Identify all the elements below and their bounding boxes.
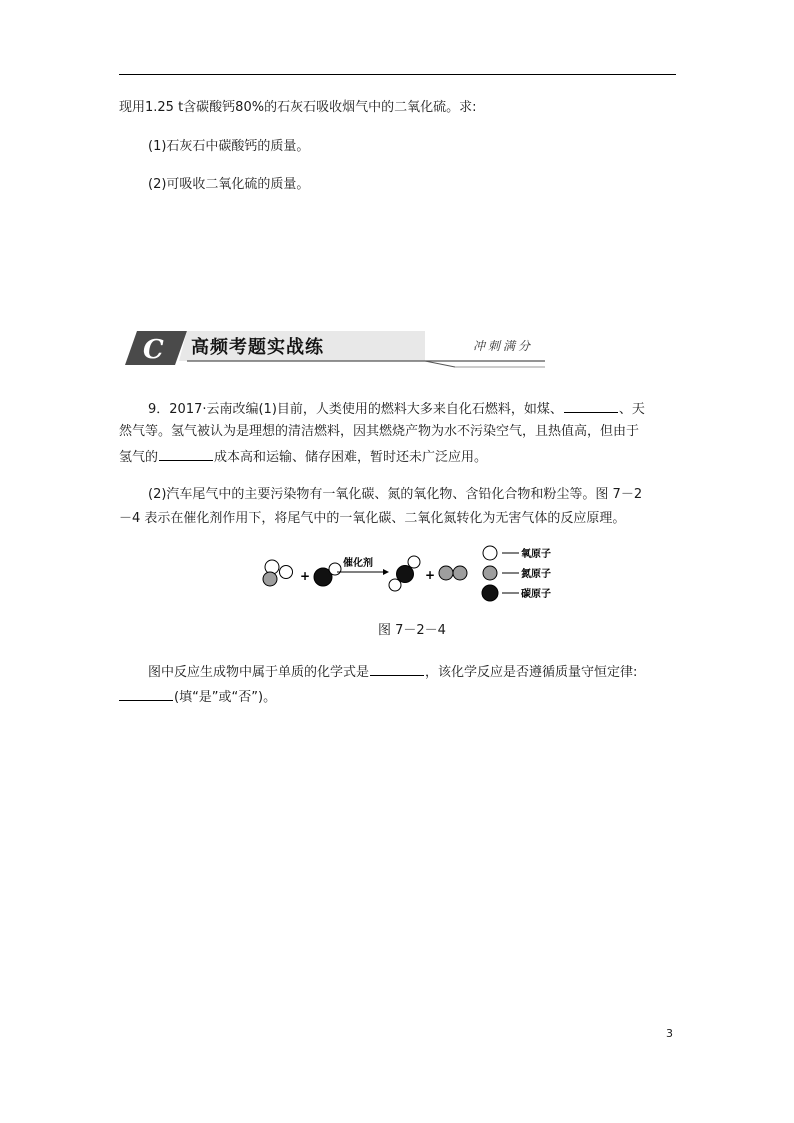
q9-part3-line-1 [148,661,637,683]
banner-title: 高频考题实战练 [191,337,324,358]
q9-line-2: 然气等。氢气被认为是理想的清洁燃料，因其燃烧产物为水不污染空气，且热值高，但由于 [119,424,640,439]
question-part-1: (1)石灰石中碳酸钙的质量。 [148,139,310,154]
q9-line-3 [119,446,487,468]
q9-text-c: 氢气的 [119,450,159,465]
figure-caption: 图 7－2－4 [378,623,446,638]
q9-text-a: 9．2017·云南改编(1)目前，人类使用的燃料大多来自化石燃料，如煤、 [148,402,563,417]
q9-part2-line-2: －4 表示在催化剂作用下，将尾气中的一氧化碳、二氧化氮转化为无害气体的反应原理。 [119,511,626,526]
header-rule [119,74,676,75]
q9-text-e: 图中反应生成物中属于单质的化学式是 [148,665,370,680]
q9-line-1 [148,398,645,420]
intro-text: 现用1.25 t含碳酸钙80%的石灰石吸收烟气中的二氧化硫。求: [119,100,477,115]
banner-subtitle: 冲刺满分 [473,339,534,353]
question-part-2: (2)可吸收二氧化硫的质量。 [148,177,310,192]
legend-nitrogen-icon [483,566,497,580]
legend-oxygen-icon [483,546,497,560]
plus-sign: + [425,568,436,582]
arrow-head-icon [383,569,389,575]
banner-letter-icon: C [143,335,164,365]
q9-text-g: (填“是”或“否”)。 [174,690,277,705]
reaction-diagram [255,540,575,608]
answer-blank-3[interactable] [370,661,424,676]
legend-carbon-icon [482,585,498,601]
q9-text-b: 、天 [618,402,645,417]
q9-text-d: 成本高和运输、储存困难，暂时还未广泛应用。 [214,450,488,465]
carbon-atom-icon [397,566,414,583]
catalyst-label: 催化剂 [343,558,373,569]
plus-sign: + [300,569,311,583]
section-banner [125,325,545,371]
legend-oxygen-label: 氧原子 [521,549,551,560]
nitrogen-atom-icon [263,572,277,586]
oxygen-atom-icon [329,563,341,575]
oxygen-atom-icon [280,566,293,579]
nitrogen-atom-icon [439,566,453,580]
oxygen-atom-icon [408,556,420,568]
q9-text-f: ，该化学反应是否遵循质量守恒定律: [425,665,638,680]
legend-carbon-label: 碳原子 [521,589,551,600]
q9-part3-line-2 [119,686,276,708]
answer-blank-2[interactable] [159,446,213,461]
legend-nitrogen-label: 氮原子 [521,569,551,580]
q9-part2-line-1: (2)汽车尾气中的主要污染物有一氧化碳、氮的氧化物、含铅化合物和粉尘等。图 7－2 [148,487,643,502]
page-number: 3 [666,1027,673,1040]
answer-blank-1[interactable] [564,398,618,413]
nitrogen-atom-icon [453,566,467,580]
answer-blank-4[interactable] [119,686,173,701]
reaction-graphic [255,540,575,608]
